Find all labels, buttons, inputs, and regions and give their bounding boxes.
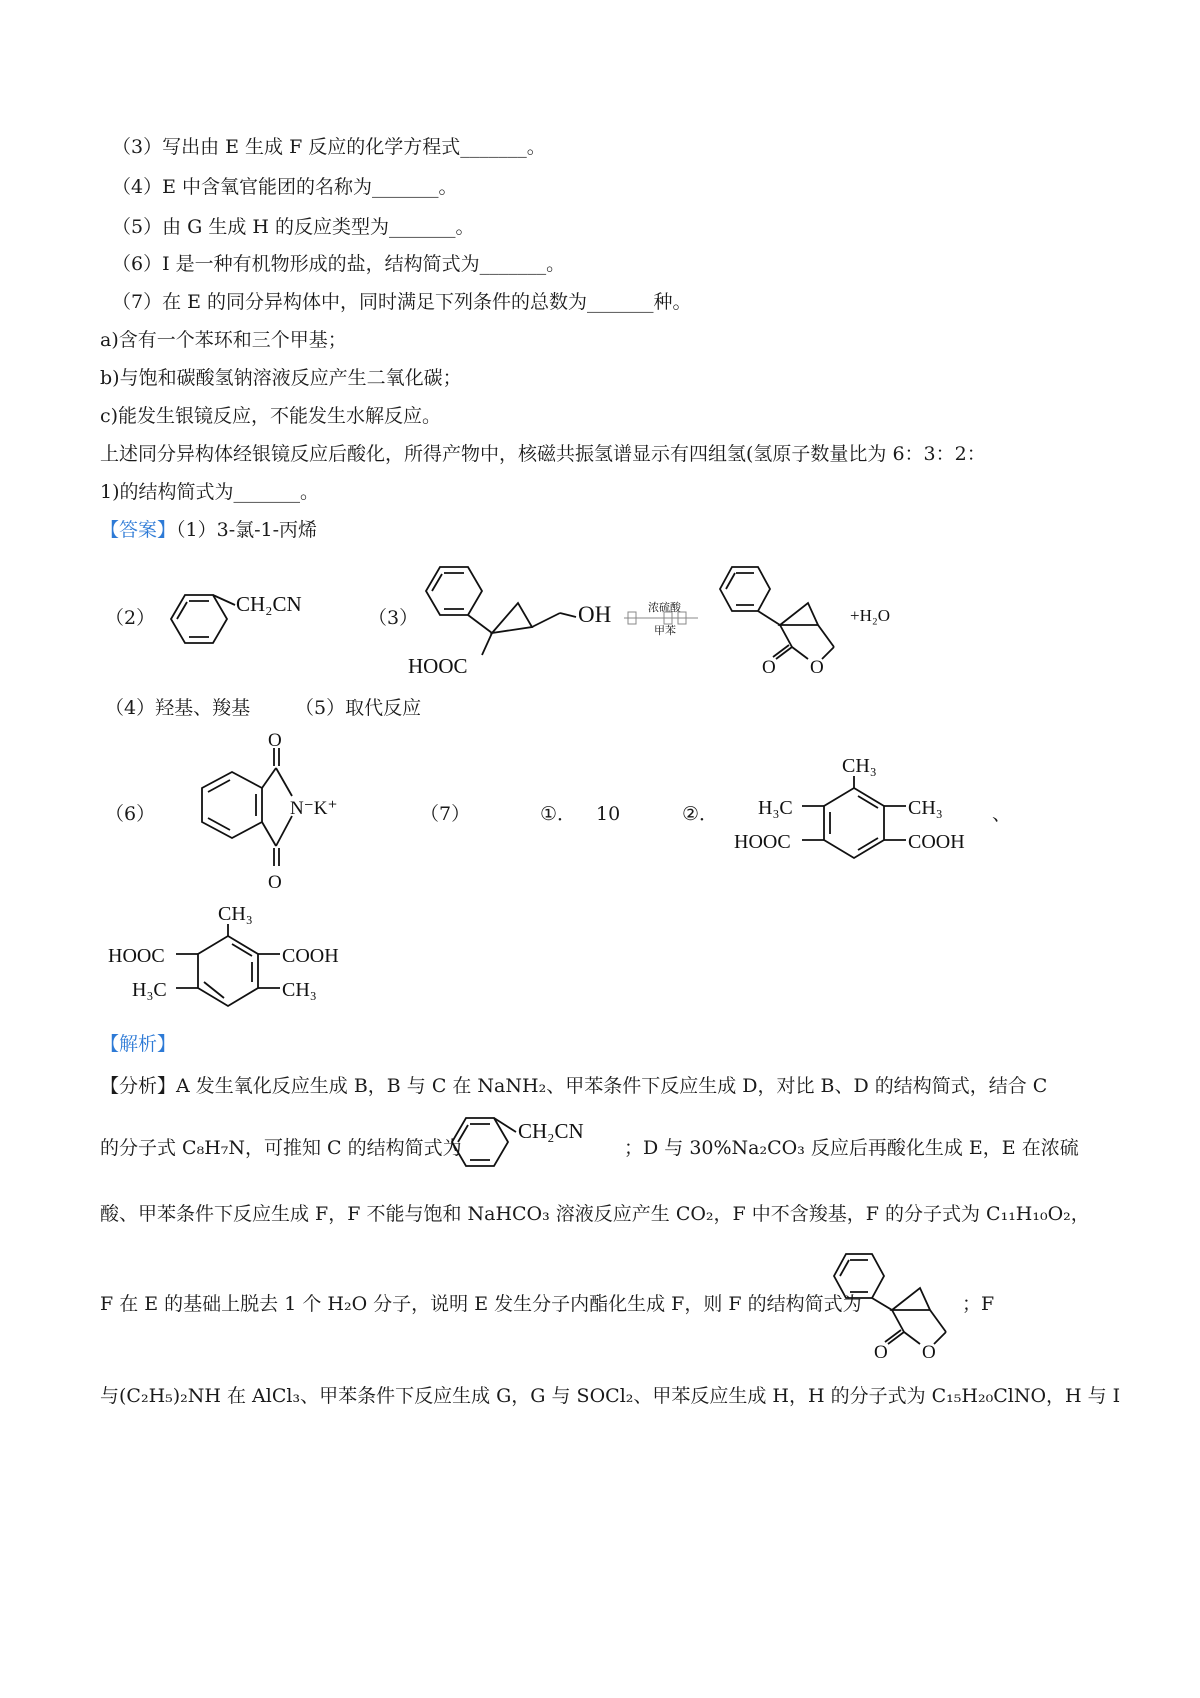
s2-ch3-bottom: CH₃	[282, 979, 317, 1001]
s2-h3c: H₃C	[132, 979, 167, 1001]
answer-3-oh: OH	[578, 602, 612, 627]
s1-ch3-top: CH₃	[842, 755, 877, 777]
answer-3-product-o1: O	[762, 657, 776, 678]
answer-6-nk: N⁻K⁺	[290, 798, 338, 819]
answer-3-label: （3）	[368, 607, 419, 629]
answer-1: （1）3-氯-1-丙烯	[176, 519, 318, 541]
s1-cooh: COOH	[908, 831, 965, 853]
analysis-c-group: CH₂CN	[518, 1119, 584, 1143]
condition-a: a)含有一个苯环和三个甲基；	[100, 329, 347, 351]
analysis-f-o2: O	[922, 1342, 936, 1363]
answer-7-label: （7）	[420, 803, 471, 825]
s2-cooh: COOH	[282, 945, 339, 967]
question-7: （7）在 E 的同分异构体中，同时满足下列条件的总数为_______种。	[112, 291, 692, 313]
analysis-p2a: 的分子式 C₈H₇N，可推知 C 的结构简式为	[100, 1137, 462, 1159]
question-5: （5）由 G 生成 H 的反应类型为_______。	[112, 216, 475, 238]
answer-3-condition-bottom: 甲苯	[654, 625, 676, 637]
analysis-p3: 酸、甲苯条件下反应生成 F，F 不能与饱和 NaHCO₃ 溶液反应产生 CO₂，F 中不含羧基，F 的分子式为 C₁₁H₁₀O₂，	[100, 1203, 1090, 1225]
answer-6-structure	[168, 728, 368, 902]
answer-3-reactant	[400, 555, 660, 689]
answer-6-label: （6）	[105, 803, 156, 825]
answer-tag: 【答案】	[100, 519, 177, 541]
answer-7-structure-2	[104, 900, 364, 1034]
answer-3-cooh: HOOC	[408, 654, 468, 678]
answer-3-product-o2: O	[810, 657, 824, 678]
answer-6-o-bottom: O	[268, 872, 282, 893]
answer-7-p2: ②．	[682, 803, 719, 825]
s2-hooc: HOOC	[108, 945, 165, 967]
answer-5: （5）取代反应	[295, 697, 422, 719]
condition-b: b)与饱和碳酸氢钠溶液反应产生二氧化碳；	[100, 367, 462, 389]
condition-c: c)能发生银镜反应，不能发生水解反应。	[100, 405, 442, 427]
analysis-p1-text: A 发生氧化反应生成 B，B 与 C 在 NaNH₂、甲苯条件下反应生成 D，对比 B、D 的结构简式，结合 C	[176, 1075, 1048, 1097]
analysis-f-o1: O	[874, 1342, 888, 1363]
answer-3-condition-top: 浓硫酸	[648, 602, 681, 614]
answer-7-structure-1	[730, 752, 990, 876]
question-7-tail-2: 1)的结构简式为_______。	[100, 481, 320, 503]
answer-4: （4）羟基、羧基	[105, 697, 251, 719]
answer-7-p1: ①．	[540, 803, 577, 825]
fenxi-tag: 【分析】	[100, 1075, 177, 1097]
answer-2-group: CH₂CN	[236, 592, 302, 616]
analysis-p4a: F 在 E 的基础上脱去 1 个 H₂O 分子，说明 E 发生分子内酯化生成 F，则 F 的结构简式为	[100, 1293, 862, 1315]
question-3: （3）写出由 E 生成 F 反应的化学方程式_______。	[112, 136, 546, 158]
analysis-p4b: ；F	[962, 1293, 995, 1315]
answer-7-sep: 、	[992, 803, 1012, 825]
analysis-p1	[100, 1072, 1047, 1100]
answer-2-label: （2）	[105, 607, 156, 629]
analysis-p5: 与(C₂H₅)₂NH 在 AlCl₃、甲苯条件下反应生成 G，G 与 SOCl₂、甲苯反应生成 H，H 的分子式为 C₁₅H₂₀ClNO，H 与 I	[100, 1385, 1121, 1407]
s1-h3c: H₃C	[758, 797, 793, 819]
analysis-f-structure	[826, 1244, 966, 1368]
question-4: （4）E 中含氧官能团的名称为_______。	[112, 176, 458, 198]
analysis-tag: 【解析】	[100, 1033, 177, 1055]
answer-3-condition	[624, 600, 700, 642]
analysis-c-structure	[436, 1102, 626, 1186]
answer-line-1	[100, 516, 317, 544]
answer-6-o-top: O	[268, 730, 282, 751]
answer-2-structure	[150, 575, 350, 669]
answer-3-product	[712, 555, 902, 689]
question-6: （6）I 是一种有机物形成的盐，结构简式为_______。	[112, 253, 566, 275]
answer-3-plus-water: +H₂O	[850, 606, 891, 625]
s1-ch3-right: CH₃	[908, 797, 943, 819]
s1-hooc: HOOC	[734, 831, 791, 853]
answer-7-count: 10	[596, 803, 621, 825]
s2-ch3-top: CH₃	[218, 903, 253, 925]
analysis-p2b: ；D 与 30%Na₂CO₃ 反应后再酸化生成 E，E 在浓硫	[624, 1137, 1079, 1159]
question-7-tail-1: 上述同分异构体经银镜反应后酸化，所得产物中，核磁共振氢谱显示有四组氢(氢原子数量比为 6：3：2：	[100, 443, 986, 465]
